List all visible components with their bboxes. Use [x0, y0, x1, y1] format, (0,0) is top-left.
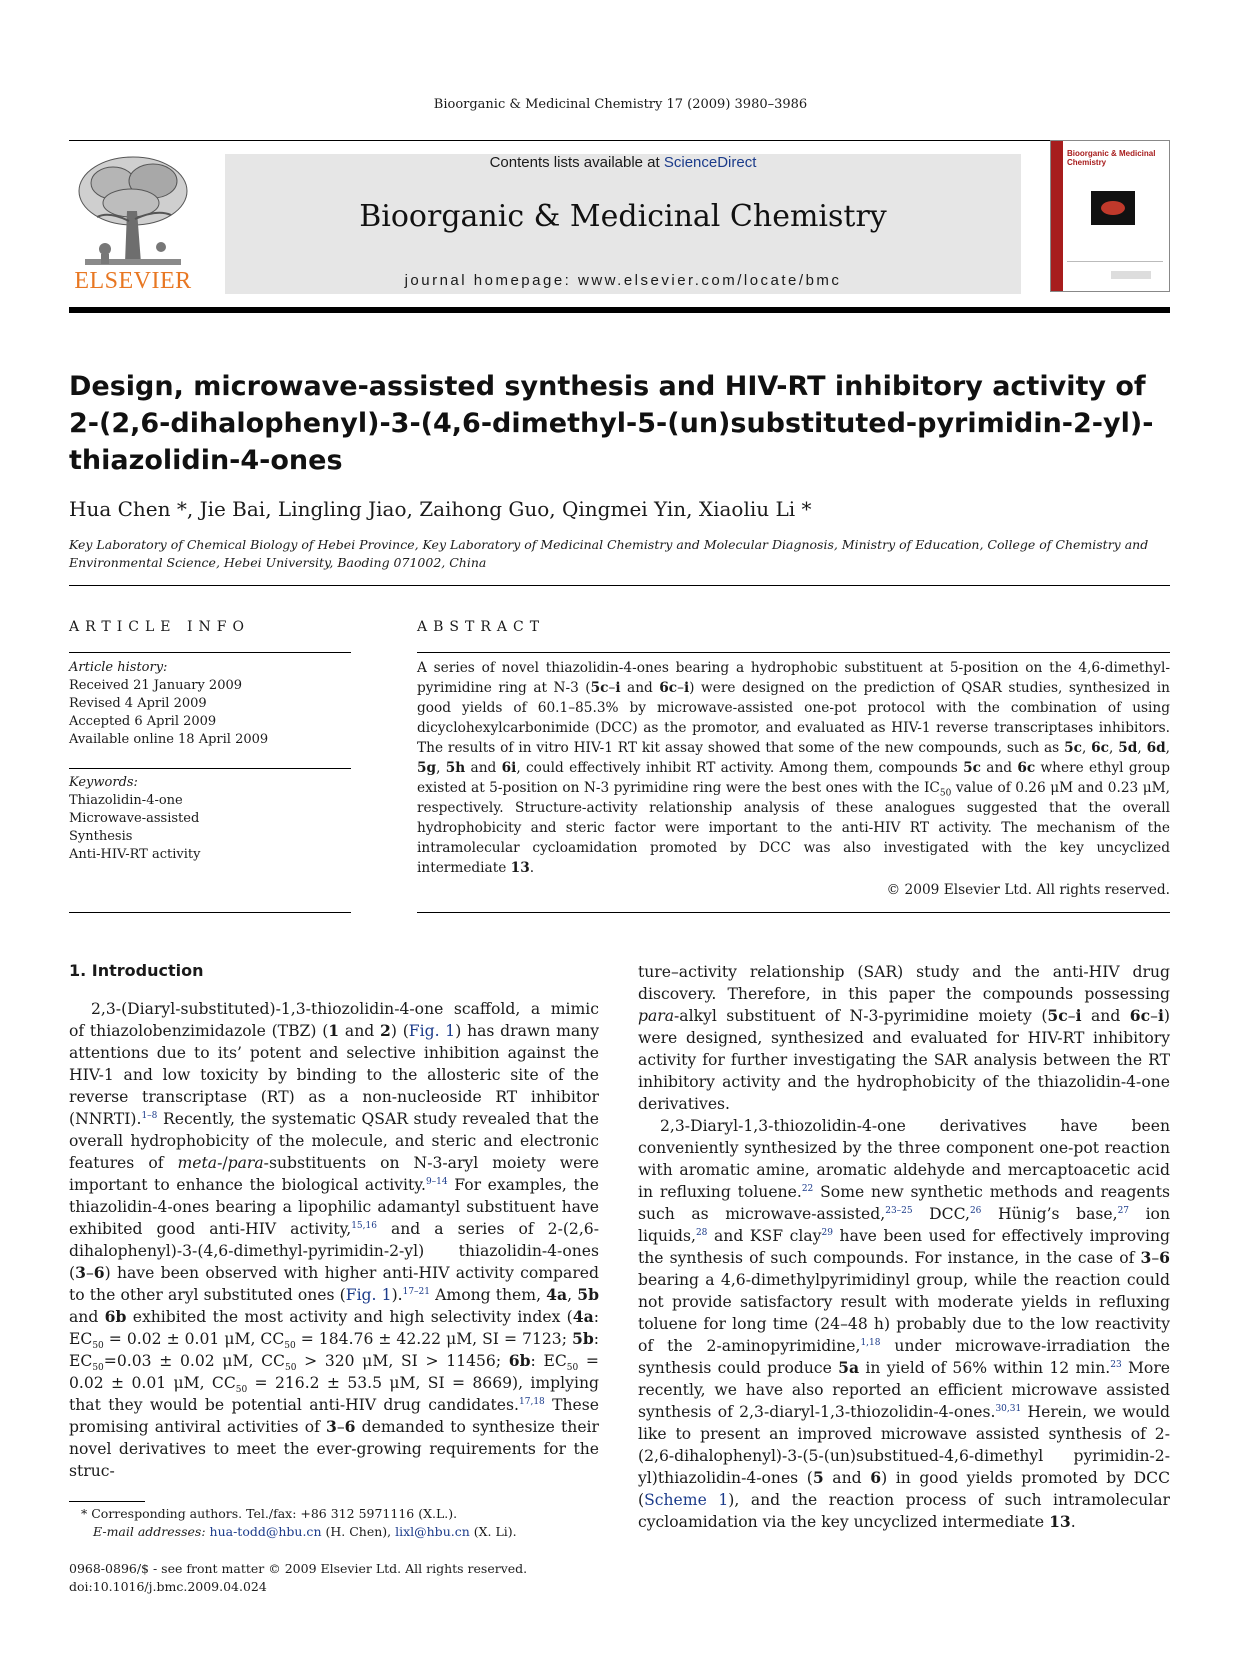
title-line: thiazolidin-4-ones: [69, 445, 343, 476]
keywords: [69, 774, 351, 864]
body-paragraph: ture–activity relationship (SAR) study and the anti-HIV drug discovery. Therefore, in this paper the compounds possessing para-alkyl substituent of N-3-pyrimidine moiety (5c–i and 6c–i) were designed, synthesized and evaluated for HIV-RT inhibitory activity for further investigating the SAR analysis between the RT inhibitory activity and the hydrophobicity of the thiazolidin-4-one derivatives.: [638, 963, 1170, 1113]
journal-homepage-link[interactable]: journal homepage: www.elsevier.com/locate/bmc: [404, 272, 842, 289]
affiliation-rule: [69, 585, 1170, 586]
email-link[interactable]: lixl@hbu.cn: [395, 1524, 470, 1539]
affiliation: Key Laboratory of Chemical Biology of Hebei Province, Key Laboratory of Medicinal Chemistry and Molecular Diagnosis, Ministry of Education, College of Chemistry and Environmental Science, Hebei University, Baoding 071002, China: [69, 537, 1149, 570]
author-list: Hua Chen *, Jie Bai, Lingling Jiao, Zaihong Guo, Qingmei Yin, Xiaoliu Li *: [69, 497, 812, 521]
cover-graphic: [1091, 191, 1135, 225]
email-owner: (X. Li).: [469, 1524, 517, 1539]
history-item: Accepted 6 April 2009: [69, 714, 217, 729]
info-rule: [69, 768, 351, 769]
abstract-rule: [417, 652, 1170, 653]
corresponding-author-footnote: [69, 1505, 629, 1541]
article-info-heading: ARTICLE INFO: [69, 619, 250, 635]
article-history: [69, 659, 351, 749]
email-label: E-mail addresses:: [93, 1524, 206, 1539]
doi-line[interactable]: doi:10.1016/j.bmc.2009.04.024: [69, 1579, 267, 1594]
publisher-wordmark: ELSEVIER: [74, 268, 192, 294]
corresponding-line: * Corresponding authors. Tel./fax: +86 312 5971116 (X.L.).: [81, 1506, 458, 1521]
contents-prefix: Contents lists available at: [489, 154, 664, 171]
title-line: Design, microwave-assisted synthesis and HIV-RT inhibitory activity of: [69, 371, 1146, 402]
body-column-right: [638, 961, 1170, 1533]
journal-reference: Bioorganic & Medicinal Chemistry 17 (2009) 3980–3986: [433, 97, 808, 112]
masthead-thick-rule: [69, 307, 1170, 313]
body-paragraph: 2,3-(Diaryl-substituted)-1,3-thiozolidin-4-one scaffold, a mimic of thiazolobenzimidazole (TBZ) (1 and 2) (Fig. 1) has drawn many attentions due to its’ potent and selective inhibition against the HIV-1 and low toxicity by binding to the allosteric site of the reverse transcriptase (RT) as a non-nucleoside RT inhibitor (NNRTI).$^{1-8}$ Recently, the systematic QSAR study revealed that the overall hydrophobicity of the molecule, and steric and electronic features of meta-/para-substituents on N-3-aryl moiety were important to enhance the biological activity.$^{9-14}$ For examples, the thiazolidin-4-ones bearing a lipophilic adamantyl substituent have exhibited good anti-HIV activity,$^{15,16}$ and a series of 2-(2,6-dihalophenyl)-3-(4,6-dimethyl-pyrimidin-2-yl) thiazolidin-4-ones (3–6) have been observed with higher anti-HIV activity compared to the other aryl substituted ones (Fig. 1).$^{17-21}$ Among them, 4a, 5b and 6b exhibited the most activity and high selectivity index (4a: $EC_{50} = 0.02 \pm 0.01$ μM, $CC_{50} = 184.76 \pm 42.22$ μM, SI = 7123; 5b: $EC_{50}=0.03 \pm 0.02$ μM, $CC_{50} > 320$ μM, SI > 11456; 6b: $EC_{50} = 0.02 \pm 0.01$ μM, $CC_{50} = 216.2 \pm 53.5$ μM, SI = 8669), implying that they would be potential anti-HIV drug candidates.$^{17,18}$ These promising antiviral activities of 3–6 demanded to synthesize their novel derivatives to meet the ever-growing requirements for the struc-: [69, 1000, 600, 1480]
header-rule: [69, 140, 1170, 141]
contents-line: [225, 154, 1021, 171]
copyright-notice: © 2009 Elsevier Ltd. All rights reserved.: [886, 882, 1170, 898]
journal-name: Bioorganic & Medicinal Chemistry: [359, 199, 887, 234]
history-item: Received 21 January 2009: [69, 678, 243, 693]
article-title: [69, 368, 1169, 479]
keywords-label: Keywords:: [69, 775, 138, 790]
email-line: [69, 1523, 629, 1541]
email-owner: (H. Chen),: [321, 1524, 396, 1539]
abstract-heading: ABSTRACT: [417, 619, 546, 635]
keyword-item: Anti-HIV-RT activity: [69, 847, 201, 862]
history-item: Available online 18 April 2009: [69, 732, 269, 747]
cover-spine: [1051, 141, 1063, 291]
sciencedirect-link[interactable]: ScienceDirect: [663, 154, 757, 171]
footnote-rule: [69, 1501, 145, 1502]
history-label: Article history:: [69, 660, 168, 675]
email-link[interactable]: hua-todd@hbu.cn: [209, 1524, 322, 1539]
body-column-left: [69, 998, 599, 1482]
title-line: 2-(2,6-dihalophenyl)-3-(4,6-dimethyl-5-(un)substituted-pyrimidin-2-yl)-: [69, 408, 1154, 439]
section-heading-introduction: 1. Introduction: [69, 961, 204, 980]
body-paragraph: 2,3-Diaryl-1,3-thiozolidin-4-one derivatives have been conveniently synthesized by the three component one-pot reaction with aromatic amine, aromatic aldehyde and mercaptoacetic acid in refluxing toluene.$^{22}$ Some new synthetic methods and reagents such as microwave-assisted,$^{23-25}$ DCC,$^{26}$ Hünig’s base,$^{27}$ ion liquids,$^{28}$ and KSF clay$^{29}$ have been used for effectively improving the synthesis of such compounds. For instance, in the case of 3–6 bearing a 4,6-dimethylpyrimidinyl group, while the reaction could not provide satisfactory result with moderate yields in refluxing toluene for long time (24–48 h) probably due to the low reactivity of the 2-aminopyrimidine,$^{1,18}$ under microwave-irradiation the synthesis could produce 5a in yield of 56% within 12 min.$^{23}$ More recently, we have also reported an efficient microwave assisted synthesis of 2,3-diaryl-1,3-thiozolidin-4-ones.$^{30,31}$ Herein, we would like to present an improved microwave assisted synthesis of 2-(2,6-dihalophenyl)-3-(5-(un)substitued-4,6-dimethyl pyrimidin-2-yl)thiazolidin-4-ones (5 and 6) in good yields promoted by DCC (Scheme 1), and the reaction process of such intramolecular cycloamidation via the key uncyclized intermediate 13.: [638, 1117, 1171, 1531]
keyword-item: Synthesis: [69, 829, 133, 844]
abstract-rule: [417, 912, 1170, 913]
info-rule: [69, 912, 351, 913]
issn-line: 0968-0896/$ - see front matter © 2009 Elsevier Ltd. All rights reserved.: [69, 1561, 528, 1576]
cover-title: Bioorganic & Medicinal Chemistry: [1067, 149, 1156, 167]
journal-cover-image: [1050, 140, 1170, 292]
abstract-text: A series of novel thiazolidin-4-ones bearing a hydrophobic substituent at 5-position on the 4,6-dimethyl-pyrimidine ring at N-3 (5c–i and 6c–i) were designed on the prediction of QSAR studies, synthesized in good yields of 60.1–85.3% by microwave-assisted one-pot protocol with the combination of using dicyclohexylcarbonimide (DCC) as the promotor, and evaluated as HIV-1 reverse transcriptases inhibitors. The results of in vitro HIV-1 RT kit assay showed that some of the new compounds, such as 5c, 6c, 5d, 6d, 5g, 5h and 6i, could effectively inhibit RT activity. Among them, compounds 5c and 6c where ethyl group existed at 5-position on N-3 pyrimidine ring were the best ones with the $IC_{50}$ value of 0.26 μM and 0.23 μM, respectively. Structure-activity relationship analysis of these analogues suggested that the overall hydrophobicity and steric factor were important to the anti-HIV RT activity. The mechanism of the intramolecular cycloamidation promoted by DCC was also investigated with the key uncyclized intermediate 13.: [417, 660, 1171, 876]
keyword-item: Thiazolidin-4-one: [69, 793, 183, 808]
info-rule: [69, 652, 351, 653]
keyword-item: Microwave-assisted: [69, 811, 200, 826]
history-item: Revised 4 April 2009: [69, 696, 207, 711]
front-matter: [69, 1560, 629, 1596]
